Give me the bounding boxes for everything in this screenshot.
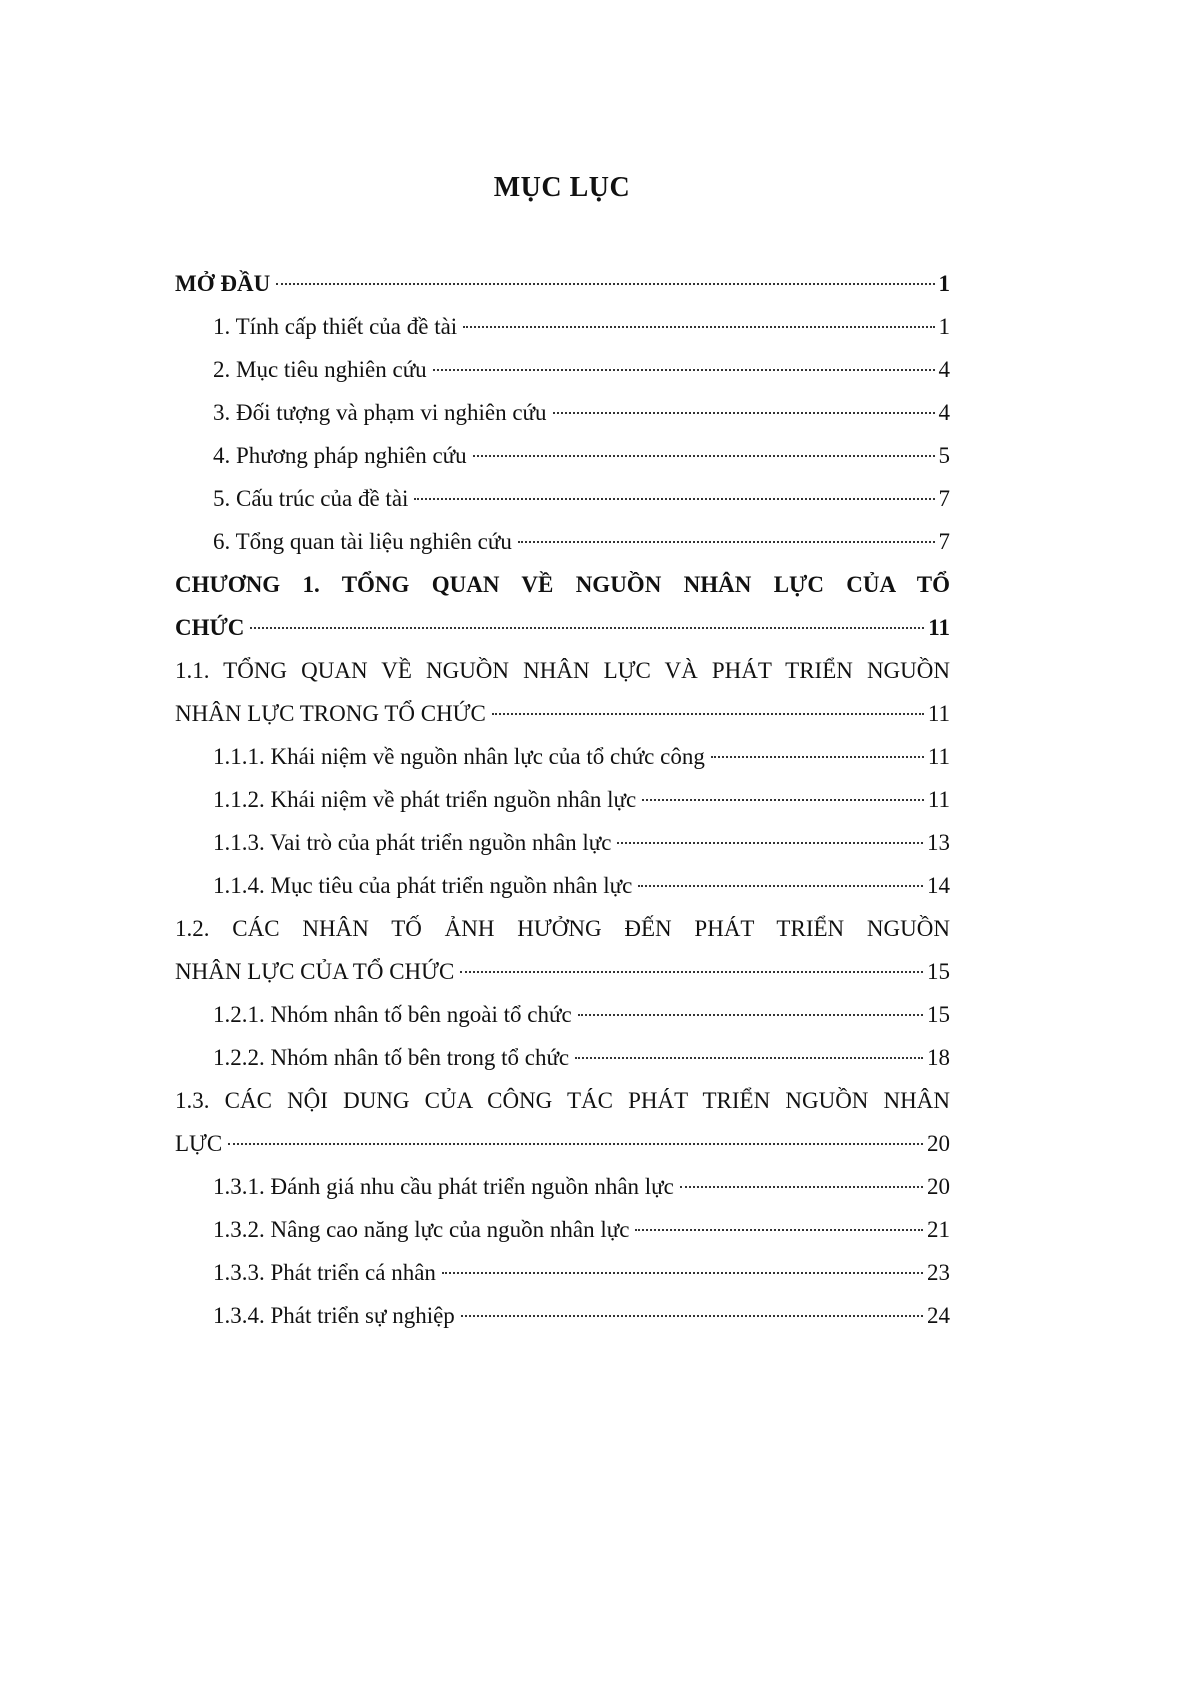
toc-entry[interactable] xyxy=(175,1251,950,1294)
dot-leader xyxy=(711,756,924,758)
toc-entry-page-number: 21 xyxy=(927,1217,950,1242)
toc-entry-page-number: 11 xyxy=(927,787,950,812)
toc-entry[interactable] xyxy=(175,821,950,864)
dot-leader xyxy=(638,885,923,887)
toc-entry[interactable] xyxy=(175,907,950,950)
toc-entry-label: 4. Phương pháp nghiên cứu xyxy=(213,443,467,468)
toc-entry-page-number: 11 xyxy=(928,615,950,640)
toc-entry-label: 5. Cấu trúc của đề tài xyxy=(213,486,409,511)
toc-entry-label: NHÂN LỰC TRONG TỔ CHỨC xyxy=(175,701,486,726)
toc-entry-page-number: 11 xyxy=(927,744,950,769)
toc-entry-page-number: 4 xyxy=(938,357,950,382)
toc-entry[interactable] xyxy=(175,993,950,1036)
dot-leader xyxy=(250,627,924,629)
toc-entry[interactable] xyxy=(175,692,950,735)
toc-entry-page-number: 20 xyxy=(927,1174,950,1199)
toc-entry[interactable] xyxy=(175,606,950,649)
dot-leader xyxy=(442,1272,923,1274)
toc-entry-label: 1.3.3. Phát triển cá nhân xyxy=(213,1260,436,1285)
toc-entry-label: 1.1. TỔNG QUAN VỀ NGUỒN NHÂN LỰC VÀ PHÁT TRIỂN NGUỒN xyxy=(175,658,950,683)
toc-entry-label: MỞ ĐẦU xyxy=(175,271,271,296)
toc-entry-page-number: 7 xyxy=(938,529,950,554)
dot-leader xyxy=(642,799,924,801)
toc-entry-page-number: 18 xyxy=(927,1045,950,1070)
toc-entry-label: CHƯƠNG 1. TỔNG QUAN VỀ NGUỒN NHÂN LỰC CỦA TỔ xyxy=(175,572,950,597)
toc-entry-page-number: 7 xyxy=(938,486,950,511)
toc-entry[interactable] xyxy=(175,563,950,606)
toc-entry[interactable] xyxy=(175,1294,950,1337)
dot-leader xyxy=(433,369,935,371)
toc-entry-label: NHÂN LỰC CỦA TỔ CHỨC xyxy=(175,959,455,984)
toc-entry[interactable] xyxy=(175,391,950,434)
toc-entry[interactable] xyxy=(175,520,950,563)
toc-entry[interactable] xyxy=(175,262,950,305)
toc-entry[interactable] xyxy=(175,735,950,778)
toc-entry-page-number: 14 xyxy=(927,873,950,898)
toc-entry-label: 1.3. CÁC NỘI DUNG CỦA CÔNG TÁC PHÁT TRIỂN NGUỒN NHÂN xyxy=(175,1088,950,1113)
toc-entry[interactable] xyxy=(175,1122,950,1165)
toc-entry[interactable] xyxy=(175,950,950,993)
toc-entry-label: 6. Tổng quan tài liệu nghiên cứu xyxy=(213,529,512,554)
toc-entry[interactable] xyxy=(175,305,950,348)
toc-entry-label: LỰC xyxy=(175,1131,223,1156)
toc-entry[interactable] xyxy=(175,1036,950,1079)
toc-entry-label: 1.1.4. Mục tiêu của phát triển nguồn nhân lực xyxy=(213,873,633,898)
toc-entry-page-number: 24 xyxy=(927,1303,950,1328)
toc-entry[interactable] xyxy=(175,864,950,907)
toc-entry[interactable] xyxy=(175,434,950,477)
dot-leader xyxy=(414,498,934,500)
dot-leader xyxy=(680,1186,923,1188)
toc-entry-label: 2. Mục tiêu nghiên cứu xyxy=(213,357,427,382)
dot-leader xyxy=(553,412,935,414)
dot-leader xyxy=(518,541,935,543)
toc-entry-label: 1.3.4. Phát triển sự nghiệp xyxy=(213,1303,455,1328)
dot-leader xyxy=(228,1143,923,1145)
toc-entry[interactable] xyxy=(175,1208,950,1251)
toc-entry-page-number: 20 xyxy=(927,1131,950,1156)
dot-leader xyxy=(276,283,934,285)
dot-leader xyxy=(461,1315,923,1317)
toc-entry-label: 1.2. CÁC NHÂN TỐ ẢNH HƯỞNG ĐẾN PHÁT TRIỂN NGUỒN xyxy=(175,916,950,941)
dot-leader xyxy=(635,1229,923,1231)
toc-entry[interactable] xyxy=(175,348,950,391)
toc-entry-page-number: 4 xyxy=(938,400,950,425)
toc-entry[interactable] xyxy=(175,1165,950,1208)
toc-entry-page-number: 15 xyxy=(927,1002,950,1027)
dot-leader xyxy=(578,1014,923,1016)
toc-entry-page-number: 1 xyxy=(938,271,950,296)
toc-entry[interactable] xyxy=(175,1079,950,1122)
dot-leader xyxy=(617,842,923,844)
dot-leader xyxy=(492,713,924,715)
toc-entry-label: 1.2.2. Nhóm nhân tố bên trong tổ chức xyxy=(213,1045,570,1070)
toc-entry-label: 1.3.2. Nâng cao năng lực của nguồn nhân lực xyxy=(213,1217,630,1242)
toc-entry-page-number: 23 xyxy=(927,1260,950,1285)
toc-entry[interactable] xyxy=(175,477,950,520)
toc-entry-label: 1.1.3. Vai trò của phát triển nguồn nhân lực xyxy=(213,830,612,855)
page-title: MỤC LỤC xyxy=(493,172,631,203)
dot-leader xyxy=(473,455,935,457)
toc-entry-page-number: 1 xyxy=(938,314,950,339)
toc-entry-label: 1.1.1. Khái niệm về nguồn nhân lực của tổ chức công xyxy=(213,744,705,769)
toc-entry-label: CHỨC xyxy=(175,615,245,640)
dot-leader xyxy=(463,326,934,328)
toc-entry[interactable] xyxy=(175,778,950,821)
dot-leader xyxy=(575,1057,923,1059)
toc-entry-page-number: 13 xyxy=(927,830,950,855)
dot-leader xyxy=(460,971,923,973)
toc-entry-label: 1. Tính cấp thiết của đề tài xyxy=(213,314,458,339)
toc-entry-label: 1.2.1. Nhóm nhân tố bên ngoài tổ chức xyxy=(213,1002,572,1027)
toc-entry-label: 3. Đối tượng và phạm vi nghiên cứu xyxy=(213,400,547,425)
toc-entry-label: 1.1.2. Khái niệm về phát triển nguồn nhân lực xyxy=(213,787,637,812)
toc-entry[interactable] xyxy=(175,649,950,692)
toc-entry-page-number: 5 xyxy=(938,443,950,468)
table-of-contents xyxy=(175,262,950,1337)
toc-entry-page-number: 11 xyxy=(927,701,950,726)
toc-entry-page-number: 15 xyxy=(927,959,950,984)
toc-entry-label: 1.3.1. Đánh giá nhu cầu phát triển nguồn nhân lực xyxy=(213,1174,674,1199)
